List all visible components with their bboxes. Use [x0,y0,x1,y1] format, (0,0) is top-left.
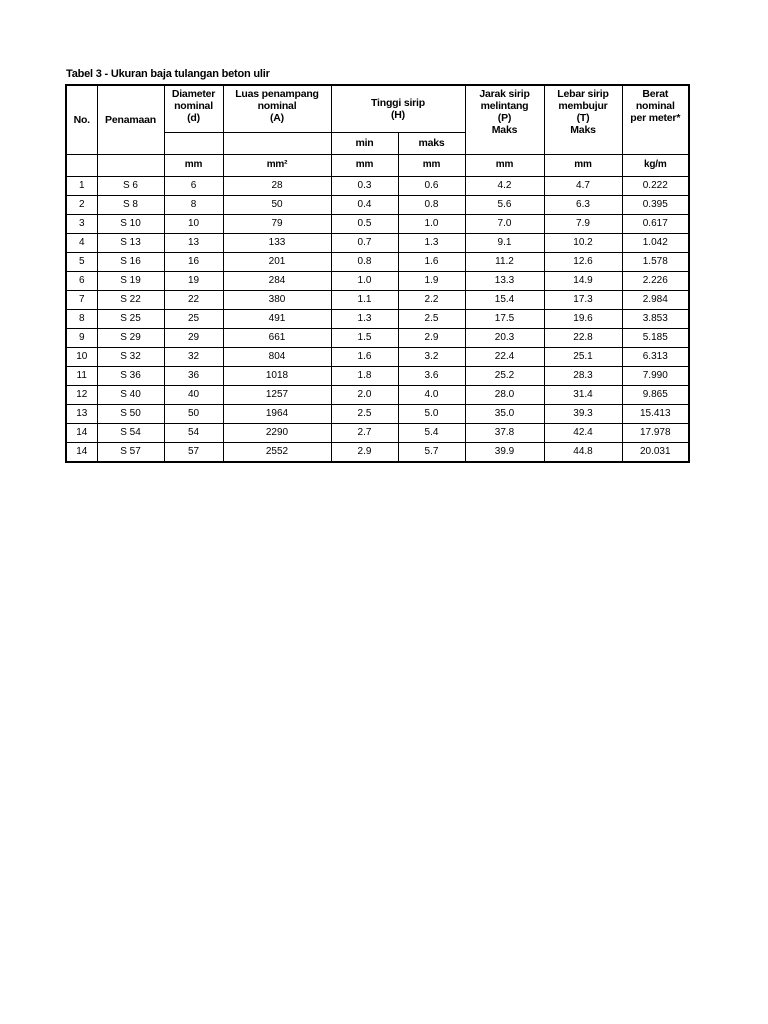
cell-luas: 28 [223,176,331,195]
cell-luas: 1257 [223,385,331,404]
header-tinggi-line: Tinggi sirip [371,96,425,109]
cell-jarak: 4.2 [465,176,544,195]
cell-no: 9 [66,328,97,347]
cell-penamaan: S 8 [97,195,164,214]
cell-luas: 284 [223,271,331,290]
unit-blank [66,154,97,176]
cell-luas: 201 [223,252,331,271]
cell-tinggi-maks: 1.6 [398,252,465,271]
cell-diameter: 10 [164,214,223,233]
cell-diameter: 19 [164,271,223,290]
cell-tinggi-maks: 3.2 [398,347,465,366]
cell-berat: 0.222 [622,176,689,195]
cell-lebar: 14.9 [544,271,622,290]
cell-no: 4 [66,233,97,252]
header-lebar-line: (T) [576,112,590,124]
header-tinggi-maks: maks [398,132,465,154]
cell-penamaan: S 19 [97,271,164,290]
cell-diameter: 25 [164,309,223,328]
header-luas-blank [223,132,331,154]
table-row [66,328,689,347]
cell-tinggi-maks: 5.0 [398,404,465,423]
cell-berat: 5.185 [622,328,689,347]
cell-tinggi-min: 1.1 [331,290,398,309]
cell-luas: 2552 [223,442,331,462]
cell-tinggi-min: 1.0 [331,271,398,290]
cell-no: 6 [66,271,97,290]
cell-berat: 2.984 [622,290,689,309]
cell-tinggi-maks: 2.5 [398,309,465,328]
cell-diameter: 50 [164,404,223,423]
cell-luas: 804 [223,347,331,366]
header-tinggi-line: (H) [391,108,405,121]
cell-jarak: 17.5 [465,309,544,328]
cell-jarak: 35.0 [465,404,544,423]
header-lebar-line: membujur [558,100,608,112]
table-row [66,214,689,233]
cell-tinggi-min: 0.4 [331,195,398,214]
table-row [66,366,689,385]
cell-berat: 1.042 [622,233,689,252]
cell-luas: 1964 [223,404,331,423]
header-diameter-line: Diameter [171,88,216,100]
cell-tinggi-maks: 5.4 [398,423,465,442]
unit-cell: kg/m [622,154,689,176]
cell-penamaan: S 36 [97,366,164,385]
header-diameter-line: (d) [187,112,200,124]
table-row [66,290,689,309]
cell-no: 14 [66,442,97,462]
cell-berat: 15.413 [622,404,689,423]
cell-penamaan: S 22 [97,290,164,309]
cell-jarak: 11.2 [465,252,544,271]
cell-lebar: 6.3 [544,195,622,214]
cell-penamaan: S 50 [97,404,164,423]
cell-lebar: 44.8 [544,442,622,462]
unit-cell: mm [164,154,223,176]
cell-lebar: 12.6 [544,252,622,271]
header-berat-line: per meter* [630,112,681,124]
cell-no: 11 [66,366,97,385]
table-row [66,195,689,214]
cell-berat: 6.313 [622,347,689,366]
cell-tinggi-maks: 0.8 [398,195,465,214]
header-tinggi [331,85,465,132]
cell-penamaan: S 25 [97,309,164,328]
header-no: No. [66,85,97,154]
header-luas-line: nominal [257,100,297,112]
cell-jarak: 5.6 [465,195,544,214]
cell-tinggi-min: 0.5 [331,214,398,233]
cell-tinggi-min: 1.8 [331,366,398,385]
cell-tinggi-min: 1.5 [331,328,398,347]
unit-cell: mm² [223,154,331,176]
cell-jarak: 28.0 [465,385,544,404]
cell-diameter: 32 [164,347,223,366]
cell-diameter: 40 [164,385,223,404]
cell-jarak: 9.1 [465,233,544,252]
cell-lebar: 39.3 [544,404,622,423]
table-body [66,176,689,462]
cell-lebar: 4.7 [544,176,622,195]
header-diameter-line: nominal [174,100,213,112]
cell-lebar: 25.1 [544,347,622,366]
cell-luas: 491 [223,309,331,328]
cell-diameter: 54 [164,423,223,442]
cell-no: 12 [66,385,97,404]
cell-berat: 20.031 [622,442,689,462]
table-row [66,404,689,423]
cell-tinggi-min: 1.6 [331,347,398,366]
cell-penamaan: S 32 [97,347,164,366]
cell-no: 3 [66,214,97,233]
cell-jarak: 7.0 [465,214,544,233]
cell-diameter: 22 [164,290,223,309]
cell-diameter: 13 [164,233,223,252]
header-jarak-line: Maks [491,124,518,136]
cell-penamaan: S 6 [97,176,164,195]
cell-luas: 79 [223,214,331,233]
header-luas-line: Luas penampang [235,88,319,100]
table-row [66,233,689,252]
cell-tinggi-min: 0.3 [331,176,398,195]
cell-lebar: 28.3 [544,366,622,385]
header-lebar [544,85,622,154]
cell-tinggi-min: 2.7 [331,423,398,442]
table-row [66,176,689,195]
cell-tinggi-maks: 4.0 [398,385,465,404]
cell-diameter: 8 [164,195,223,214]
table-row [66,385,689,404]
cell-berat: 3.853 [622,309,689,328]
cell-tinggi-min: 0.8 [331,252,398,271]
cell-berat: 9.865 [622,385,689,404]
cell-jarak: 13.3 [465,271,544,290]
cell-no: 10 [66,347,97,366]
cell-tinggi-min: 2.9 [331,442,398,462]
header-tinggi-min: min [331,132,398,154]
table-title: Tabel 3 - Ukuran baja tulangan beton ulir [66,68,270,80]
header-jarak-line: (P) [497,112,512,124]
cell-no: 2 [66,195,97,214]
cell-penamaan: S 57 [97,442,164,462]
cell-no: 1 [66,176,97,195]
cell-berat: 7.990 [622,366,689,385]
cell-lebar: 10.2 [544,233,622,252]
header-berat [622,85,689,154]
header-jarak-line: melintang [480,100,529,112]
header-lebar-line: Lebar sirip [557,88,609,100]
cell-lebar: 19.6 [544,309,622,328]
table-row [66,252,689,271]
cell-diameter: 6 [164,176,223,195]
cell-no: 8 [66,309,97,328]
table-row [66,309,689,328]
header-diameter-blank [164,132,223,154]
unit-cell: mm [465,154,544,176]
cell-diameter: 16 [164,252,223,271]
header-jarak [465,85,544,154]
cell-penamaan: S 10 [97,214,164,233]
cell-penamaan: S 16 [97,252,164,271]
cell-no: 5 [66,252,97,271]
cell-no: 7 [66,290,97,309]
cell-tinggi-min: 0.7 [331,233,398,252]
cell-jarak: 22.4 [465,347,544,366]
header-berat-line: nominal [635,100,675,112]
cell-tinggi-maks: 1.0 [398,214,465,233]
cell-lebar: 17.3 [544,290,622,309]
table-row [66,442,689,462]
header-penamaan: Penamaan [97,85,164,154]
cell-lebar: 31.4 [544,385,622,404]
table-row [66,271,689,290]
cell-diameter: 29 [164,328,223,347]
cell-berat: 0.395 [622,195,689,214]
cell-tinggi-maks: 2.9 [398,328,465,347]
cell-lebar: 22.8 [544,328,622,347]
header-lebar-line: Maks [570,124,596,136]
cell-tinggi-maks: 1.3 [398,233,465,252]
cell-tinggi-min: 2.0 [331,385,398,404]
cell-tinggi-maks: 2.2 [398,290,465,309]
cell-diameter: 57 [164,442,223,462]
cell-penamaan: S 54 [97,423,164,442]
cell-jarak: 39.9 [465,442,544,462]
cell-penamaan: S 13 [97,233,164,252]
header-berat-line: Berat [642,88,669,100]
cell-tinggi-maks: 0.6 [398,176,465,195]
header-diameter [164,85,223,132]
cell-tinggi-maks: 5.7 [398,442,465,462]
cell-luas: 50 [223,195,331,214]
header-luas [223,85,331,132]
cell-lebar: 42.4 [544,423,622,442]
cell-jarak: 20.3 [465,328,544,347]
cell-jarak: 37.8 [465,423,544,442]
table-row [66,347,689,366]
header-luas-line: (A) [270,112,284,124]
cell-tinggi-maks: 3.6 [398,366,465,385]
unit-cell: mm [331,154,398,176]
cell-penamaan: S 29 [97,328,164,347]
unit-cell: mm [544,154,622,176]
cell-tinggi-min: 1.3 [331,309,398,328]
cell-no: 14 [66,423,97,442]
cell-berat: 17.978 [622,423,689,442]
cell-luas: 1018 [223,366,331,385]
unit-blank [97,154,164,176]
cell-luas: 2290 [223,423,331,442]
unit-cell: mm [398,154,465,176]
cell-berat: 1.578 [622,252,689,271]
cell-tinggi-maks: 1.9 [398,271,465,290]
cell-jarak: 25.2 [465,366,544,385]
cell-luas: 661 [223,328,331,347]
header-jarak-line: Jarak sirip [479,88,530,100]
cell-tinggi-min: 2.5 [331,404,398,423]
rebar-size-table [65,84,690,463]
cell-lebar: 7.9 [544,214,622,233]
cell-jarak: 15.4 [465,290,544,309]
table-row [66,423,689,442]
cell-no: 13 [66,404,97,423]
cell-berat: 0.617 [622,214,689,233]
cell-berat: 2.226 [622,271,689,290]
cell-diameter: 36 [164,366,223,385]
cell-luas: 133 [223,233,331,252]
cell-luas: 380 [223,290,331,309]
cell-penamaan: S 40 [97,385,164,404]
